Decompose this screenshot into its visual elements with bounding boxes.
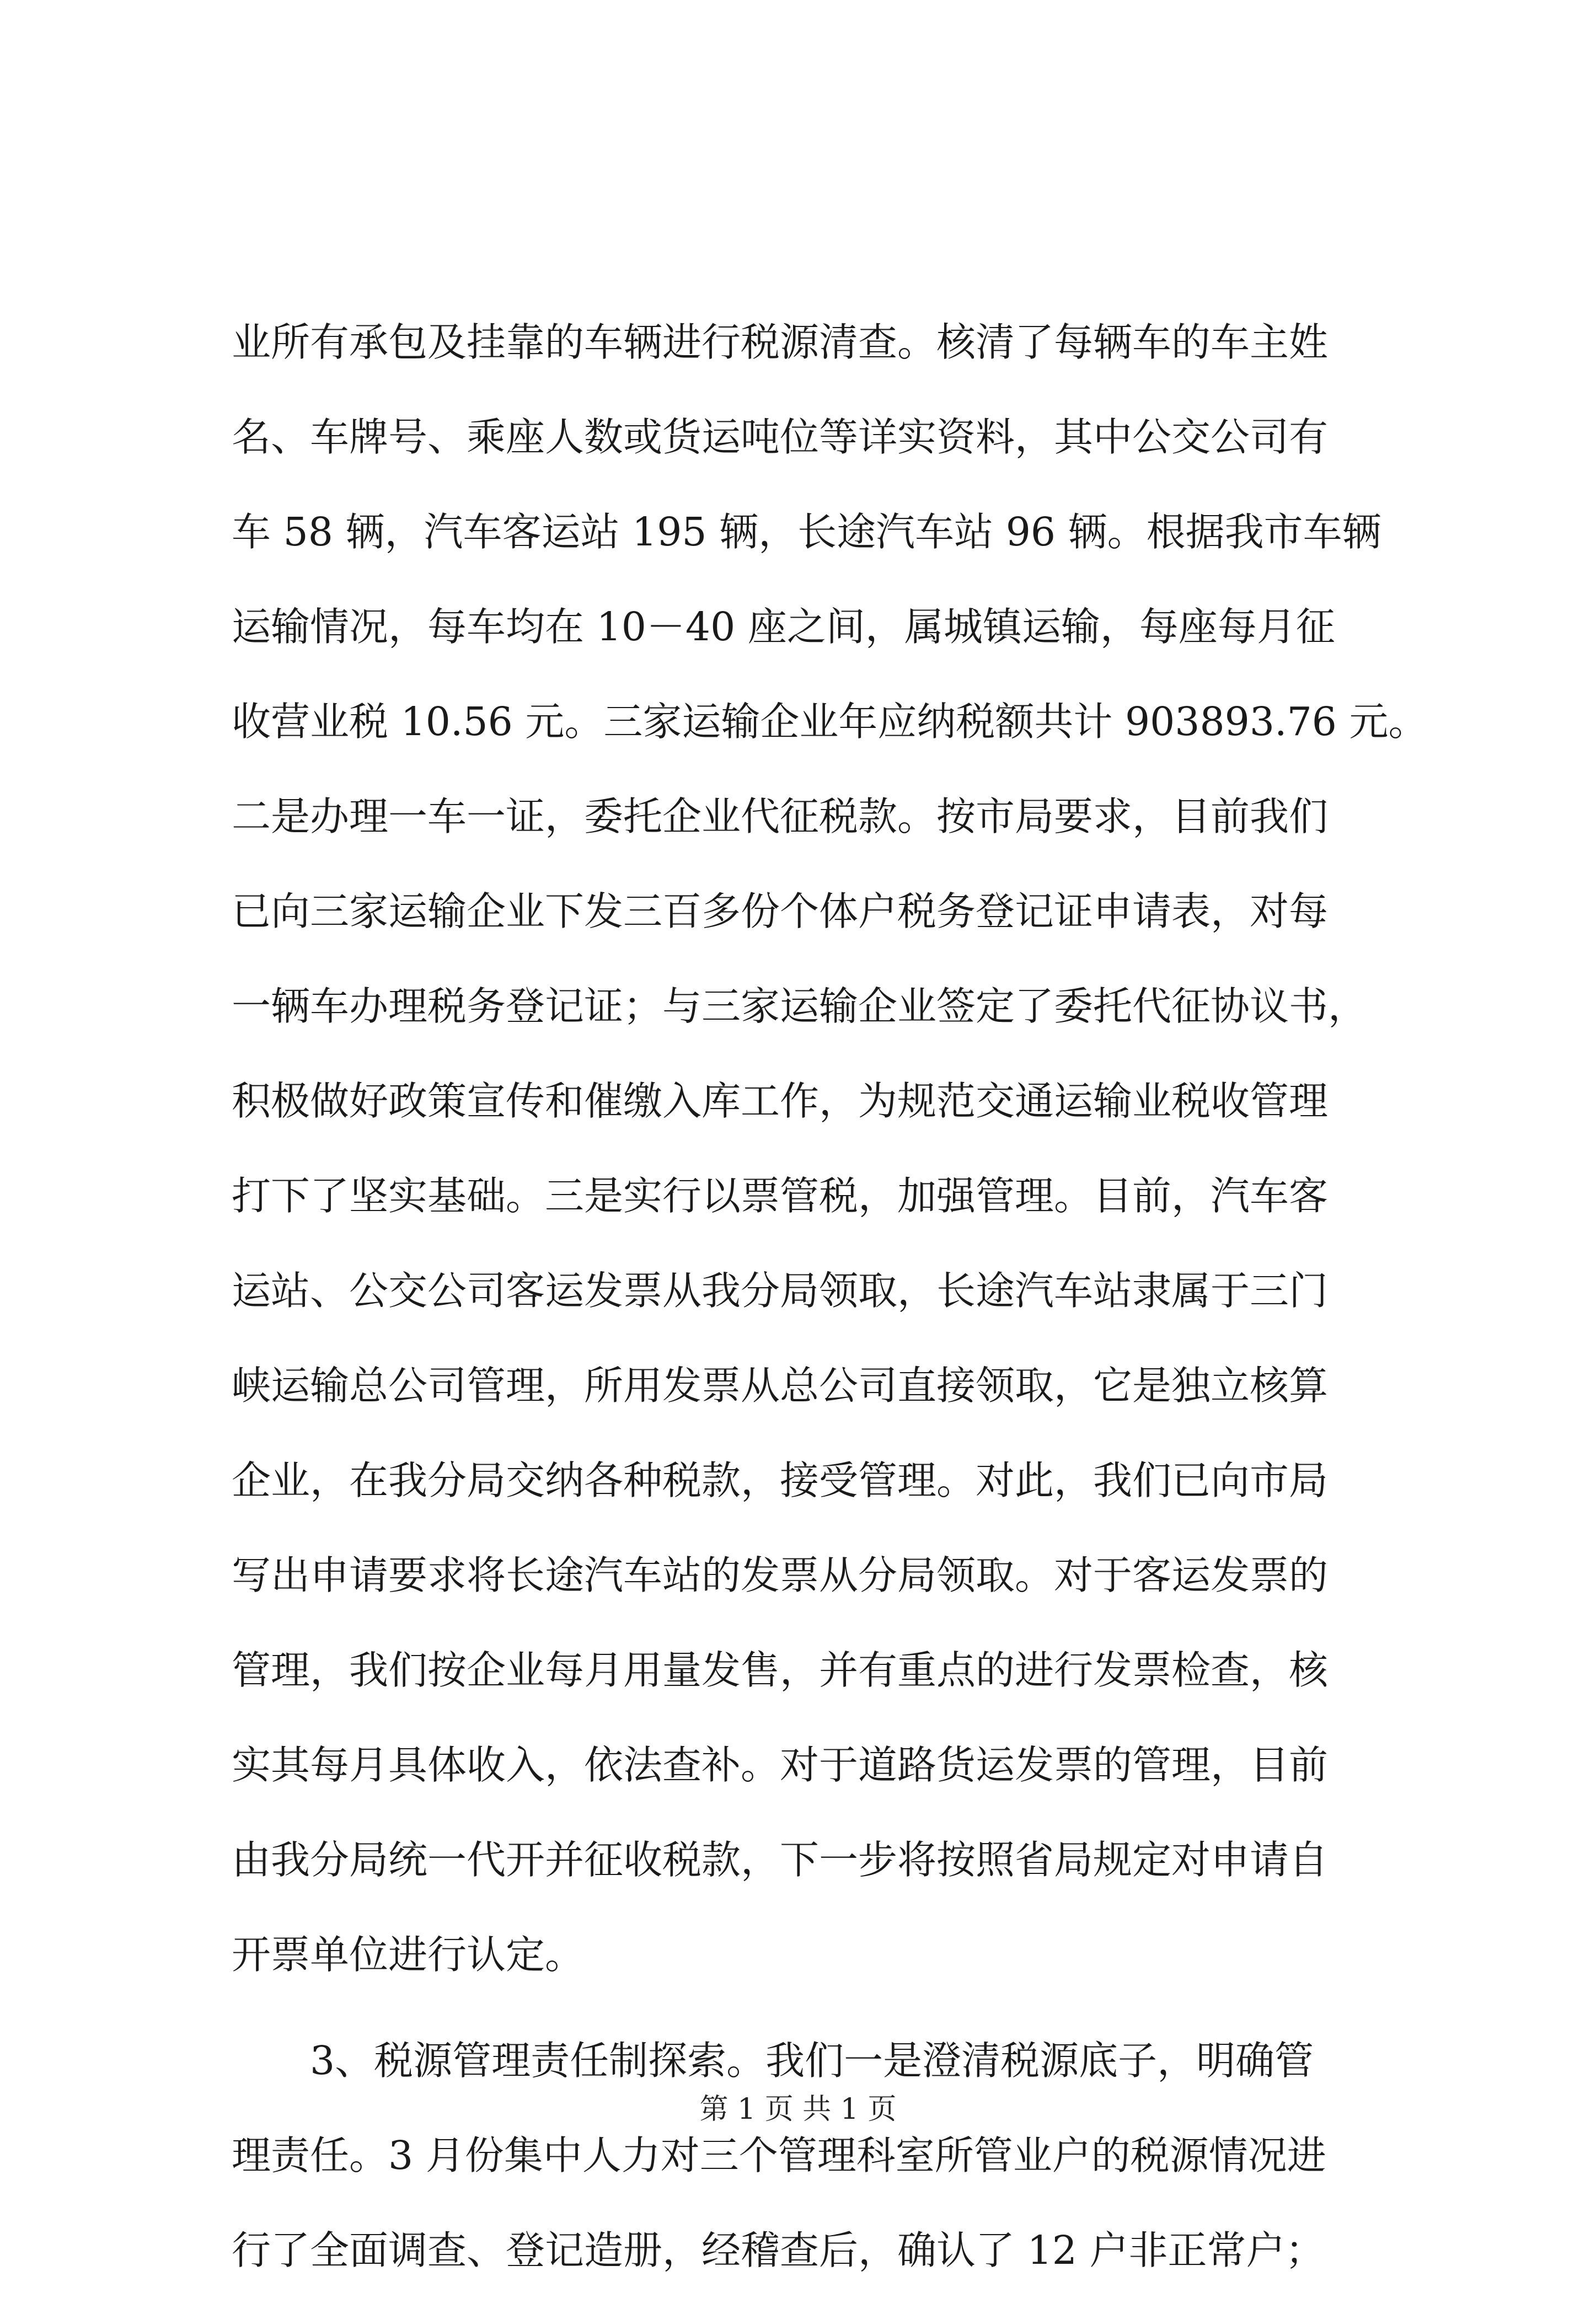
text-line: 写出申请要求将长途汽车站的发票从分局领取。对于客运发票的 [232, 1552, 1329, 1598]
text-line: 开票单位进行认定。 [232, 1932, 585, 1978]
text-line: 收营业税 10.56 元。三家运输企业年应纳税额共计 903893.76 元。 [232, 699, 1428, 744]
text-line: 车 58 辆，汽车客运站 195 辆，长途汽车站 96 辆。根据我市车辆 [232, 509, 1381, 555]
text-line: 运输情况，每车均在 10－40 座之间，属城镇运输，每座每月征 [232, 604, 1335, 650]
text-line: 由我分局统一代开并征收税款，下一步将按照省局规定对申请自 [232, 1837, 1329, 1883]
text-line: 行了全面调查、登记造册，经稽查后，确认了 12 户非正常户； [232, 2227, 1325, 2273]
text-line: 名、车牌号、乘座人数或货运吨位等详实资料，其中公交公司有 [232, 414, 1329, 460]
page-footer: 第 1 页 共 1 页 [699, 2093, 897, 2126]
document-body [232, 295, 1428, 2298]
text-line: 业所有承包及挂靠的车辆进行税源清查。核清了每辆车的车主姓 [232, 319, 1329, 365]
text-line: 管理，我们按企业每月用量发售，并有重点的进行发票检查，核 [232, 1647, 1329, 1693]
text-line: 已向三家运输企业下发三百多份个体户税务登记证申请表，对每 [232, 888, 1329, 934]
text-line: 二是办理一车一证，委托企业代征税款。按市局要求，目前我们 [232, 794, 1329, 839]
text-line: 实其每月具体收入，依法查补。对于道路货运发票的管理，目前 [232, 1742, 1329, 1788]
text-line: 峡运输总公司管理，所用发票从总公司直接领取，它是独立核算 [232, 1363, 1329, 1408]
text-line: 理责任。3 月份集中人力对三个管理科室所管业户的税源情况进 [232, 2133, 1326, 2178]
paragraph-start-line: 3、税源管理责任制探索。我们一是澄清税源底子，明确管 [310, 2038, 1314, 2083]
text-line: 企业，在我分局交纳各种税款，接受管理。对此，我们已向市局 [232, 1458, 1329, 1503]
text-line: 积极做好政策宣传和催缴入库工作，为规范交通运输业税收管理 [232, 1078, 1329, 1124]
text-line: 打下了坚实基础。三是实行以票管税，加强管理。目前，汽车客 [232, 1173, 1329, 1219]
text-line: 一辆车办理税务登记证；与三家运输企业签定了委托代征协议书， [232, 983, 1368, 1029]
text-line: 运站、公交公司客运发票从我分局领取，长途汽车站隶属于三门 [232, 1268, 1329, 1314]
